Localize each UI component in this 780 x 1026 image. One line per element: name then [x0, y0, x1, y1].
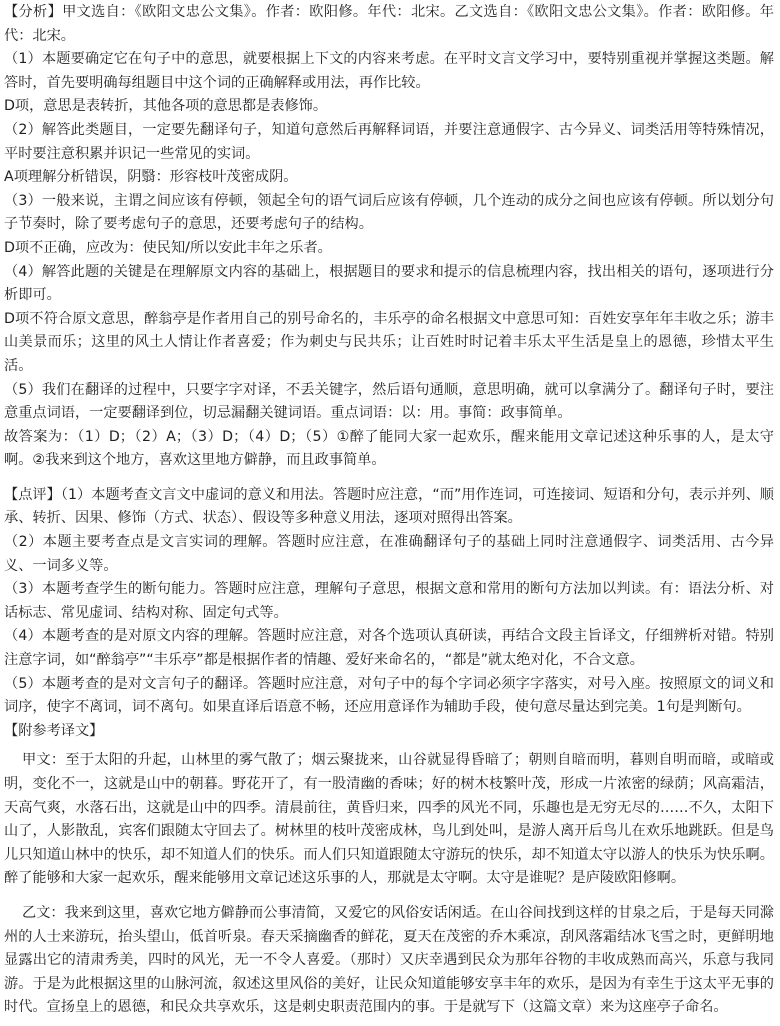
- comment-p1: 【点评】（1）本题考查文言文中虚词的意义和用法。答题时应注意，“而”用作连词，可连接词、短语和分句，表示并列、顺承、转折、因果、修饰（方式、状态）、假设等多种意义用法，逐项对照得出答案。: [4, 486, 774, 527]
- analysis-intro: 【分析】甲文选自：《欧阳文忠公文集》。作者：欧阳修。年代：北宋。乙文选自：《欧阳文忠公文集》。作者：欧阳修。年代：北宋。: [4, 4, 774, 44]
- comment-p2: （2）本题主要考查点是文言实词的理解。答题时应注意，在准确翻译句子的基础上同时注意通假字、词类活用、古今异义、一词多义等。: [4, 534, 774, 574]
- comment-p5: （5）本题考查的是对文言句子的翻译。答题时应注意，对句子中的每个字词必须字字落实，对号入座。按照原文的词义和词序，使字不离词，词不离句。如果直译后语意不畅，还应用意译作为辅助手段，使句意尽量达到完美。1句是判断句。: [4, 675, 774, 716]
- translation-section: [4, 720, 774, 1020]
- analysis-q3: （3）一般来说，主谓之间应该有停顿，领起全句的语气词后应该有停顿，几个连动的成分之间也应该有停顿。所以划分句子节奏时，除了要考虑句子的意思，还要考虑句子的结构。: [4, 192, 774, 233]
- analysis-q5: （5）我们在翻译的过程中，只要字字对译，不丢关键字，然后语句通顺，意思明确，就可以拿满分了。翻译句子时，要注意重点词语，一定要翻译到位，切忌漏翻关键词语。重点词语：以：用。事简：政事简单。: [4, 381, 774, 422]
- comment-p4: （4）本题考查的是对原文内容的理解。答题时应注意，对各个选项认真研读，再结合文段主旨译文，仔细辨析对错。特别注意字词，如“醉翁亭”“丰乐亭”都是根据作者的情趣、爱好来命名的，“都是”就太绝对化，不合文意。: [4, 628, 774, 669]
- translation-yi: 乙文：我来到这里，喜欢它地方僻静而公事清简，又爱它的风俗安话闲适。在山谷间找到这样的甘泉之后，于是每天同滁州的人士来游玩，抬头望山，低首听泉。春天采摘幽香的鲜花，夏天在茂密的乔木乘凉，刮风落霜结冰飞雪之时，更鲜明地显露出它的清肃秀美，四时的风光，无一不令人喜爱。（那时）又庆幸遇到民众为那年谷物的丰收成熟而高兴，乐意与我同游。于是为此根据这里的山脉河流，叙述这里风俗的美好，让民众知道能够安享丰年的欢乐，是因为有幸生于这太平无事的时代。宣扬皇上的恩德，和民众共享欢乐，这是刺史职责范围内的事。于是就写下（这篇文章）来为这座亭子命名。: [4, 904, 774, 1016]
- analysis-q3-note: D项不正确，应改为：使民知/所以安此丰年之乐者。: [4, 239, 332, 256]
- analysis-q1-note: D项，意思是表转折，其他各项的意思都是表修饰。: [4, 98, 328, 115]
- section-gap: [4, 473, 774, 484]
- analysis-answer: 故答案为：（1）D；（2）A；（3）D；（4）D；（5）①醉了能同大家一起欢乐，醒来能用文章记述这种乐事的人，是太守啊。②我来到这个地方，喜欢这里地方僻静，而且政事简单。: [4, 428, 774, 469]
- comment-section: [4, 484, 774, 720]
- translation-heading: 【附参考译文】: [4, 722, 104, 739]
- analysis-q2-note: A项理解分析错误，阴翳：形容枝叶茂密成阴。: [4, 169, 298, 186]
- analysis-q4: （4）解答此题的关键是在理解原文内容的基础上，根据题目的要求和提示的信息梳理内容，找出相关的语句，逐项进行分析即可。: [4, 263, 774, 304]
- analysis-q2: （2）解答此类题目，一定要先翻译句子，知道句意然后再解释词语，并要注意通假字、古今异义、词类活用等特殊情况，平时要注意积累并识记一些常见的实词。: [4, 121, 774, 162]
- translation-jia: 甲文：至于太阳的升起，山林里的雾气散了；烟云聚拢来，山谷就显得昏暗了；朝则自暗而明，暮则自明而暗，或暗或明，变化不一，这就是山中的朝暮。野花开了，有一股清幽的香味；好的树木枝繁叶茂，形成一片浓密的绿荫；风高霜洁，天高气爽，水落石出，这就是山中的四季。清晨前往，黄昏归来，四季的风光不同，乐趣也是无穷无尽的……不久，太阳下山了，人影散乱，宾客们跟随太守回去了。树林里的枝叶茂密成林，鸟儿到处叫，是游人离开后鸟儿在欢乐地跳跃。但是鸟儿只知道山林中的快乐，却不知道人们的快乐。而人们只知道跟随太守游玩的快乐，却不知道太守以游人的快乐为快乐啊。醉了能够和大家一起欢乐，醒来能够用文章记述这乐事的人，那就是太守啊。太守是谁呢？是庐陵欧阳修啊。: [4, 752, 774, 887]
- analysis-section: [4, 1, 774, 473]
- analysis-q4-note: D项不符合原文意思，醉翁亭是作者用自己的别号命名的，丰乐亭的命名根据文中意思可知：百姓安享年年丰收之乐；游丰山美景而乐；这里的风土人情让作者喜爱；作为刺史与民共乐；让百姓时时记着丰乐太平生活是皇上的恩德，珍惜太平生活。: [4, 310, 774, 374]
- analysis-q1: （1）本题要确定它在句子中的意思，就要根据上下文的内容来考虑。在平时文言文学习中，要特别重视并掌握这类题。解答时，首先要明确每组题目中这个词的正确解释或用法，再作比较。: [4, 51, 774, 91]
- translation-gap: [4, 891, 774, 902]
- comment-p3: （3）本题考查学生的断句能力。答题时应注意，理解句子意思，根据文意和常用的断句方法加以判读。有：语法分析、对话标志、常见虚词、结构对称、固定句式等。: [4, 581, 774, 621]
